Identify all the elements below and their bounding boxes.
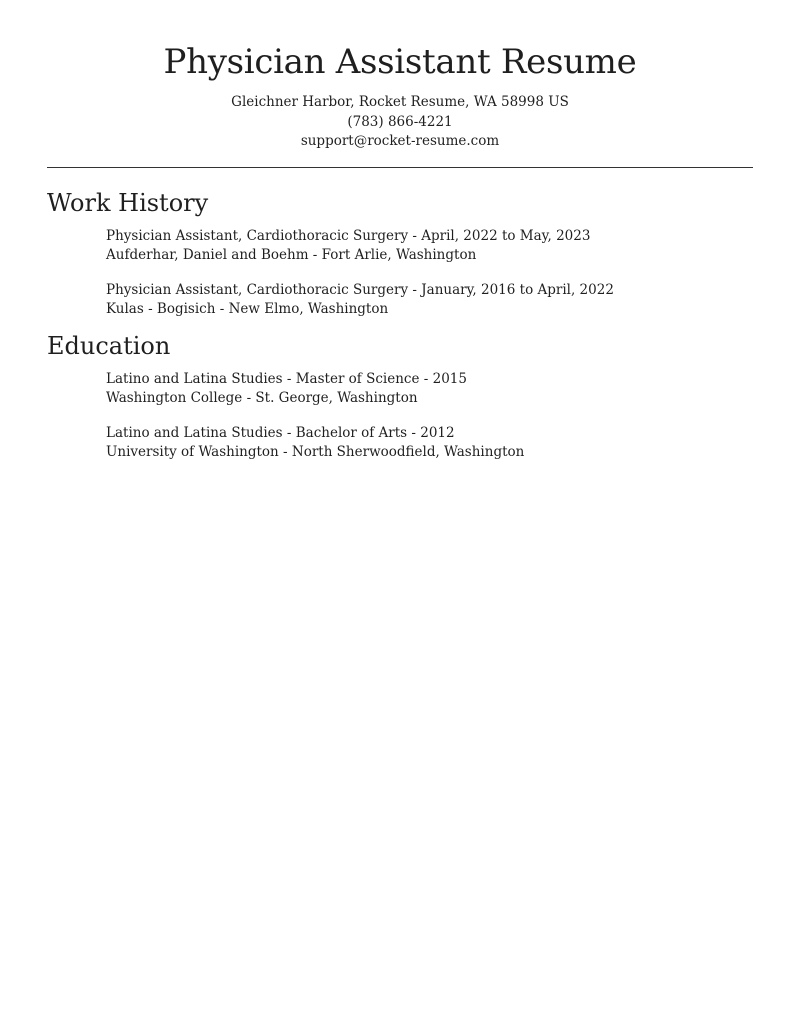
contact-address: Gleichner Harbor, Rocket Resume, WA 58998 US <box>231 94 569 110</box>
education-entry-degree: Latino and Latina Studies - Master of Science - 2015 <box>106 371 467 387</box>
contact-phone: (783) 866-4221 <box>347 113 453 130</box>
contact-email: support@rocket-resume.com <box>300 133 500 149</box>
header-divider <box>47 167 753 168</box>
work-entry <box>106 281 614 319</box>
work-entry-title: Physician Assistant, Cardiothoracic Surgery - April, 2022 to May, 2023 <box>106 228 591 244</box>
education-entry-degree: Latino and Latina Studies - Bachelor of Arts - 2012 <box>106 425 455 441</box>
work-entry <box>106 227 590 265</box>
work-entry-title: Physician Assistant, Cardiothoracic Surgery - January, 2016 to April, 2022 <box>106 282 614 298</box>
page-title: Physician Assistant Resume <box>163 42 637 82</box>
work-entry-employer: Aufderhar, Daniel and Boehm - Fort Arlie, Washington <box>106 247 477 263</box>
education-entry <box>106 370 467 408</box>
education-entry-school: University of Washington - North Sherwoodfield, Washington <box>106 444 525 460</box>
work-history-heading: Work History <box>47 189 209 217</box>
education-entry <box>106 424 524 462</box>
education-entry-school: Washington College - St. George, Washington <box>106 390 418 406</box>
contact-block <box>47 93 753 152</box>
work-entry-employer: Kulas - Bogisich - New Elmo, Washington <box>106 301 389 317</box>
education-heading: Education <box>47 332 171 360</box>
